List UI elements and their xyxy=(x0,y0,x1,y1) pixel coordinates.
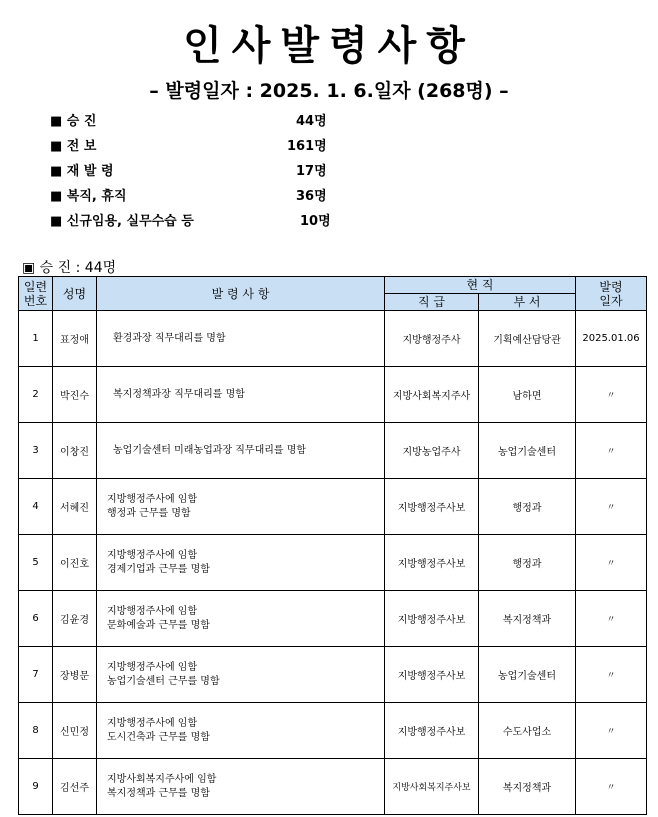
table-row xyxy=(19,591,647,647)
appointment-line: 복지정책과장 직무대리를 명함 xyxy=(113,388,245,400)
cell-department: 행정과 xyxy=(479,479,576,535)
appointment-line: 농업기술센터 미래농업과장 직무대리를 명함 xyxy=(113,444,307,456)
cell-name: 박진수 xyxy=(53,367,97,423)
appointment-line: 행정과 근무를 명함 xyxy=(107,507,191,519)
cell-date: 〃 xyxy=(576,703,647,759)
cell-appointment xyxy=(97,479,385,535)
section-title: ▣ 승 진 : 44명 xyxy=(22,260,117,276)
summary-label: ■ 승 진 xyxy=(50,114,97,129)
table-row xyxy=(19,647,647,703)
cell-no: 2 xyxy=(19,367,53,423)
appointment-line: 복지정책과 근무를 명함 xyxy=(107,787,210,799)
cell-department: 복지정책과 xyxy=(479,759,576,815)
header-grade: 직 급 xyxy=(385,294,479,311)
cell-no: 7 xyxy=(19,647,53,703)
summary-count: 44명 xyxy=(296,114,327,129)
appointment-line: 지방행정주사에 임함 xyxy=(107,493,198,505)
page-title: 인사발령사항 xyxy=(183,23,475,69)
appointment-line: 지방행정주사에 임함 xyxy=(107,605,198,617)
header-serial-no: 일련 번호 xyxy=(19,277,53,311)
appointment-line: 지방행정주사에 임함 xyxy=(107,661,198,673)
cell-grade: 지방행정주사보 xyxy=(385,535,479,591)
cell-name: 김윤경 xyxy=(53,591,97,647)
cell-appointment xyxy=(97,367,385,423)
cell-name: 표정애 xyxy=(53,311,97,367)
summary-label: ■ 전 보 xyxy=(50,139,97,154)
table-row xyxy=(19,311,647,367)
promotion-table xyxy=(18,276,647,815)
cell-grade: 지방사회복지주사 xyxy=(385,367,479,423)
cell-grade: 지방행정주사보 xyxy=(385,647,479,703)
cell-no: 8 xyxy=(19,703,53,759)
cell-appointment xyxy=(97,591,385,647)
summary-label: ■ 재 발 령 xyxy=(50,164,114,179)
cell-name: 김선주 xyxy=(53,759,97,815)
appointment-line: 도시건축과 근무를 명함 xyxy=(107,731,210,743)
appointment-line: 농업기술센터 근무를 명함 xyxy=(107,675,220,687)
cell-date: 〃 xyxy=(576,591,647,647)
cell-date: 〃 xyxy=(576,535,647,591)
cell-name: 신민정 xyxy=(53,703,97,759)
table-row xyxy=(19,759,647,815)
summary-count: 36명 xyxy=(296,189,327,204)
cell-grade: 지방행정주사보 xyxy=(385,591,479,647)
cell-no: 1 xyxy=(19,311,53,367)
appointment-line: 지방사회복지주사에 임함 xyxy=(107,773,217,785)
cell-no: 9 xyxy=(19,759,53,815)
cell-grade: 지방농업주사 xyxy=(385,423,479,479)
cell-appointment xyxy=(97,311,385,367)
cell-date: 〃 xyxy=(576,759,647,815)
cell-date: 2025.01.06 xyxy=(576,311,647,367)
cell-date: 〃 xyxy=(576,423,647,479)
cell-date: 〃 xyxy=(576,367,647,423)
cell-department: 농업기술센터 xyxy=(479,647,576,703)
table-row xyxy=(19,367,647,423)
cell-name: 장병문 xyxy=(53,647,97,703)
table-row xyxy=(19,535,647,591)
cell-appointment xyxy=(97,647,385,703)
cell-name: 서혜진 xyxy=(53,479,97,535)
cell-department: 남하면 xyxy=(479,367,576,423)
appointment-line: 경제기업과 근무를 명함 xyxy=(107,563,210,575)
header-date: 발령 일자 xyxy=(576,277,647,311)
header-appointment: 발 령 사 항 xyxy=(97,277,385,311)
appointment-line: 문화예술과 근무를 명함 xyxy=(107,619,210,631)
header-department: 부 서 xyxy=(479,294,576,311)
table-row xyxy=(19,479,647,535)
cell-grade: 지방행정주사보 xyxy=(385,479,479,535)
cell-date: 〃 xyxy=(576,479,647,535)
cell-department: 기획예산담당관 xyxy=(479,311,576,367)
cell-date: 〃 xyxy=(576,647,647,703)
summary-count: 10명 xyxy=(300,214,331,229)
summary-count: 161명 xyxy=(287,139,327,154)
header-current-position: 현 직 xyxy=(385,277,576,294)
cell-grade: 지방행정주사 xyxy=(385,311,479,367)
cell-no: 5 xyxy=(19,535,53,591)
cell-no: 6 xyxy=(19,591,53,647)
cell-grade: 지방행정주사보 xyxy=(385,703,479,759)
cell-name: 이창진 xyxy=(53,423,97,479)
cell-department: 수도사업소 xyxy=(479,703,576,759)
cell-department: 농업기술센터 xyxy=(479,423,576,479)
header-name: 성명 xyxy=(53,277,97,311)
summary-count: 17명 xyxy=(296,164,327,179)
cell-no: 3 xyxy=(19,423,53,479)
cell-no: 4 xyxy=(19,479,53,535)
appointment-line: 지방행정주사에 임함 xyxy=(107,717,198,729)
appointment-line: 지방행정주사에 임함 xyxy=(107,549,198,561)
summary-label: ■ 신규임용, 실무수습 등 xyxy=(50,214,194,229)
cell-name: 이진호 xyxy=(53,535,97,591)
table-row xyxy=(19,423,647,479)
cell-department: 복지정책과 xyxy=(479,591,576,647)
cell-appointment xyxy=(97,535,385,591)
cell-grade: 지방사회복지주사보 xyxy=(385,759,479,815)
cell-appointment xyxy=(97,703,385,759)
summary-label: ■ 복직, 휴직 xyxy=(50,189,127,204)
appointment-date-subtitle: – 발령일자 : 2025. 1. 6.일자 (268명) – xyxy=(149,80,509,102)
cell-appointment xyxy=(97,423,385,479)
cell-appointment xyxy=(97,759,385,815)
appointment-line: 환경과장 직무대리를 명함 xyxy=(113,332,226,344)
table-row xyxy=(19,703,647,759)
cell-department: 행정과 xyxy=(479,535,576,591)
